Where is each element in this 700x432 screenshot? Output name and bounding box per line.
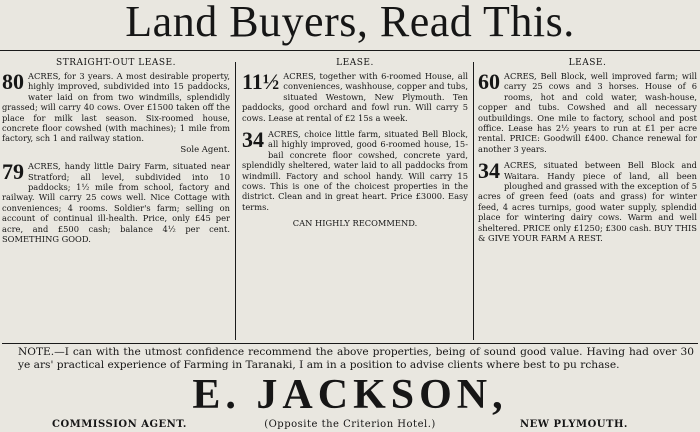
recommendation-line: CAN HIGHLY RECOMMEND. xyxy=(292,218,418,229)
footer-town: NEW PLYMOUTH. xyxy=(520,419,628,430)
listing-text: ACRES, handy little Dairy Farm, situated near Stratford; all level, subdivided into 10 paddocks; 1½ mile from school, factory and railway. Will carry 25 cows well. Nice Cottage with conveniences; 4 rooms. Soldier's farm; selling on account of continual ill-health. Price, only £45 per acre, and £500 cash; balance 4½ per cent. SOMETHING GOOD. xyxy=(2,161,230,245)
column-heading: LEASE. xyxy=(568,58,607,68)
ad-title: Land Buyers, Read This. xyxy=(125,0,575,46)
note-rule xyxy=(2,343,698,344)
listing-text: ACRES, for 3 years. A most desirable property, highly improved, subdivided into 15 paddocks, water laid on from two windmills, splendidly grassed; will carry 40 cows. Over £1500 taken off the place for milk last season. Six-roomed house, concrete floor cowshed (with machines); 1 mile from factory, sch 1 and railway station. xyxy=(2,71,230,144)
footer-address: (Opposite the Criterion Hotel.) xyxy=(264,419,436,430)
agent-name: E. JACKSON, xyxy=(192,372,508,418)
listing-text: ACRES, Bell Block, well improved farm; will carry 25 cows and 3 horses. House of 6 rooms, hot and cold water, wash-house, copper and tubs. Cowshed and all necessary outbuildings. One mile to factory, school and post office. Lease has 2½ years to run at £1 per acre rental. PRICE: Goodwill £400. Chance renewal for another 3 years. xyxy=(478,71,697,154)
column-straight-out-lease xyxy=(2,58,230,251)
column-heading: STRAIGHT-OUT LEASE. xyxy=(56,58,176,68)
listing-number: 34 xyxy=(478,158,500,184)
column-divider xyxy=(473,62,474,340)
listing-text: ACRES, situated between Bell Block and Waitara. Handy piece of land, all been ploughed and grassed with the exception of 5 acres of green feed (oats and grass) for winter feed, 4 acres turnips, good water supply, splendid place for wintering dairy cows. Warm and well sheltered. PRICE only £1250; £300 cash. BUY THIS & GIVE YOUR FARM A REST. xyxy=(478,160,697,244)
title-rule xyxy=(0,50,700,51)
agent-note: NOTE.—I can with the utmost confidence recommend the above properties, being of sound good value. Having had over 30 ye ars' practical experience of Farming in Taranaki, I am in a position to advise clients where best to pu rchase. xyxy=(18,346,694,372)
footer-commission-agent: COMMISSION AGENT. xyxy=(52,419,187,430)
listing-text: ACRES, choice little farm, situated Bell Block, all highly improved, good 6-roomed house, 15-bail concrete floor cowshed, concrete yard, splendidly sheltered, water laid to all paddocks from windmill. Factory and school handy. Will carry 15 cows. This is one of the choicest properties in the district. Clean and in great heart. Price £3000. Easy terms. xyxy=(242,129,468,212)
listing-80-acres xyxy=(2,71,230,155)
column-lease-middle xyxy=(242,58,468,229)
listing-34-acres-waitara xyxy=(478,160,697,243)
column-heading: LEASE. xyxy=(336,58,374,68)
listing-11-acres xyxy=(242,71,468,123)
listing-60-acres xyxy=(478,71,697,154)
listing-34-acres-bell-block xyxy=(242,129,468,212)
column-divider xyxy=(235,62,236,340)
listing-signature: Sole Agent. xyxy=(180,144,230,155)
listing-number: 11½ xyxy=(242,69,280,94)
listing-number: 79 xyxy=(2,159,24,185)
listing-number: 34 xyxy=(242,127,264,153)
listing-79-acres xyxy=(2,161,230,244)
listing-number: 60 xyxy=(478,69,500,94)
column-lease-right xyxy=(478,58,697,250)
listing-text: ACRES, together with 6-roomed House, all conveniences, washhouse, copper and tubs, situated Westown, New Plymouth. Ten paddocks, good orchard and fowl run. Will carry 5 cows. Lease at rental of £2 15s a week. xyxy=(242,71,468,123)
listing-number: 80 xyxy=(2,69,24,94)
